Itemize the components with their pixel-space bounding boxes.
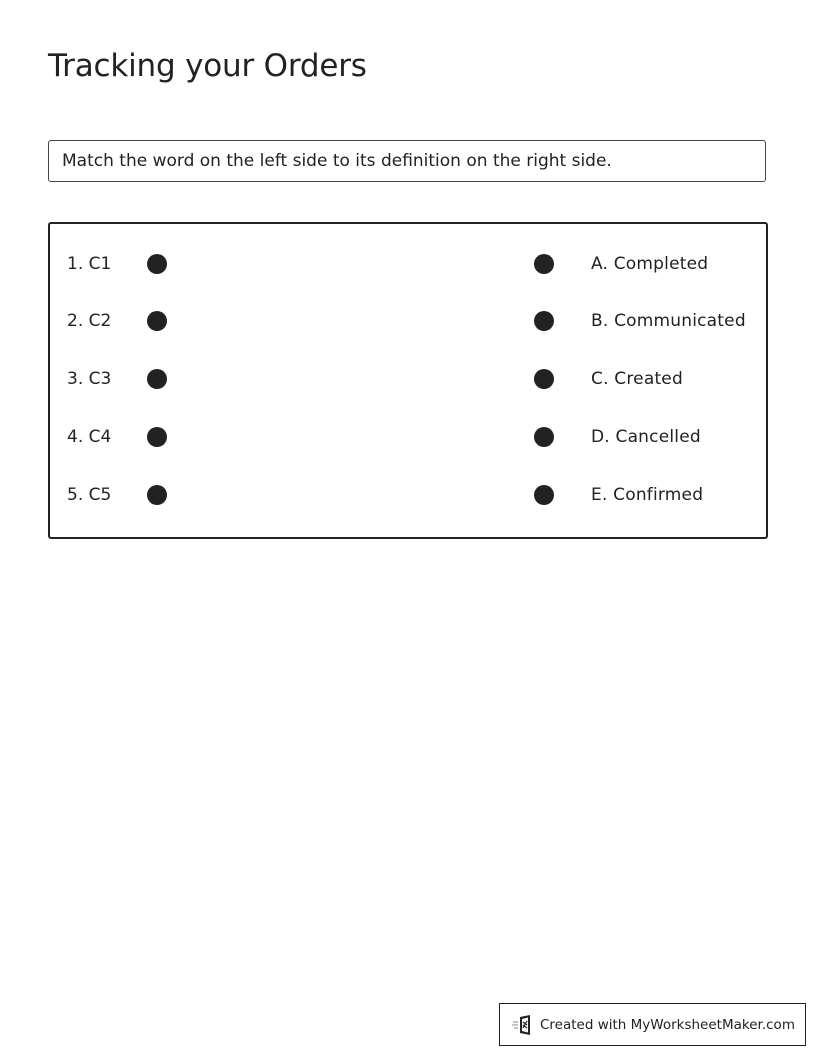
left-connector-dot-icon[interactable] [147,254,167,274]
right-item-label: B. Communicated [591,311,746,331]
left-connector-dot-icon[interactable] [147,427,167,447]
left-item-label: 3. C3 [67,369,112,389]
footer-credit-badge[interactable] [499,1003,806,1046]
footer-credit-text: Created with MyWorksheetMaker.com [540,1016,795,1033]
right-connector-dot-icon[interactable] [534,485,554,505]
instructions-text: Match the word on the left side to its definition on the right side. [62,151,612,171]
worksheet-title: Tracking your Orders [48,48,367,84]
left-connector-dot-icon[interactable] [147,485,167,505]
matching-row [50,364,766,394]
instructions-box [48,140,766,182]
left-item-label: 1. C1 [67,254,112,274]
left-item-label: 5. C5 [67,485,112,505]
right-connector-dot-icon[interactable] [534,369,554,389]
matching-row [50,480,766,510]
matching-exercise [48,222,768,539]
matching-row [50,249,766,279]
right-connector-dot-icon[interactable] [534,427,554,447]
left-connector-dot-icon[interactable] [147,369,167,389]
right-connector-dot-icon[interactable] [534,311,554,331]
worksheet-maker-logo-icon [512,1014,534,1036]
right-item-label: D. Cancelled [591,427,701,447]
left-item-label: 4. C4 [67,427,112,447]
right-connector-dot-icon[interactable] [534,254,554,274]
matching-row [50,422,766,452]
matching-row [50,306,766,336]
right-item-label: A. Completed [591,254,709,274]
left-connector-dot-icon[interactable] [147,311,167,331]
right-item-label: E. Confirmed [591,485,704,505]
right-item-label: C. Created [591,369,683,389]
left-item-label: 2. C2 [67,311,112,331]
